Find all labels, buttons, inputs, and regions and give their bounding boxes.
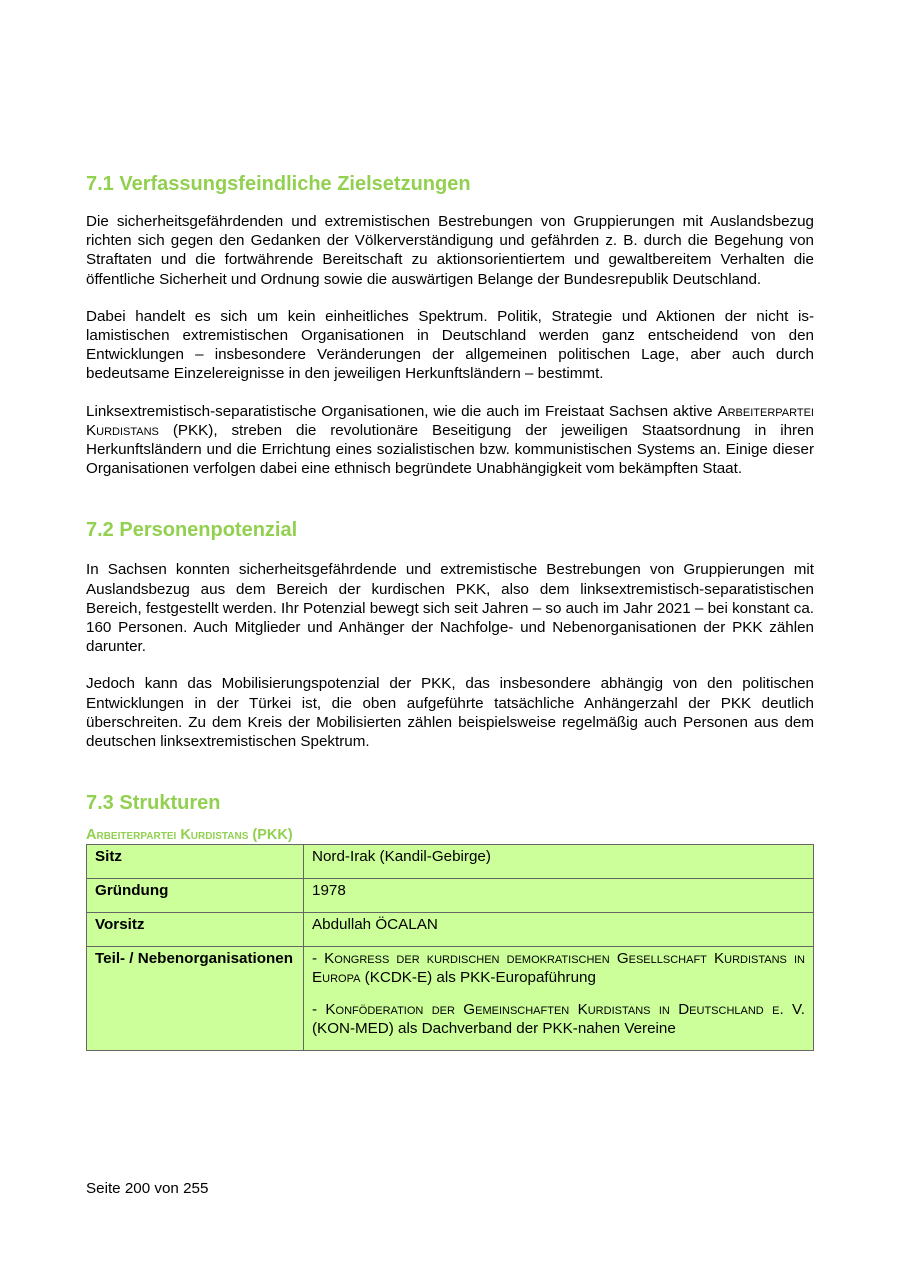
paragraph: Jedoch kann das Mobilisierungspotenzial der PKK, das insbesondere abhängig von den politischen Entwicklungen in der Türkei ist, die oben aufgeführte tatsächliche Anhängerzahl der PKK deutlich überschreiten. Zu dem Kreis der Mobilisierten zählen beispielsweise regelmäßig auch Personen aus dem deutschen linksextremistischen Spektrum. — [86, 675, 814, 751]
sub-organization-detail: (KCDK-E) als PKK-Europaführung — [360, 969, 596, 987]
table-row — [87, 913, 814, 947]
table-value — [304, 947, 814, 1051]
table-value: Abdullah ÖCALAN — [304, 913, 814, 947]
section-heading-7-1: 7.1 Verfassungsfeindliche Zielsetzungen — [86, 173, 471, 195]
sub-organization-name: - Konföderation der Gemeinschaften Kurdistans in Deutschland e. V. — [312, 1000, 805, 1018]
table-key: Gründung — [87, 879, 304, 913]
section-heading-7-2: 7.2 Personenpotenzial — [86, 519, 298, 542]
paragraph: Die sicherheitsgefährdenden und extremistischen Bestrebungen von Gruppierungen mit Auslandsbezug richten sich gegen den Gedanken der Völkerverständigung und gefährden z. B. durch die Begehung von Straftaten und die fortwährende Bereitschaft zu aktionsorientiertem und gewaltbereitem Verhalten die öffentliche Sicherheit und Ordnung sowie die auswärtigen Belange der Bundesrepublik Deutschland. — [86, 213, 814, 288]
sub-organization — [312, 949, 805, 987]
page-number: Seite 200 von 255 — [86, 1180, 209, 1197]
paragraph: In Sachsen konnten sicherheitsgefährdende und extremistische Bestrebungen von Gruppierungen mit Auslandsbezug aus dem Bereich der kurdischen PKK, also dem linksextremistisch-separatistischen Bereich, festgestellt werden. Ihr Potenzial bewegt sich seit Jahren – so auch im Jahr 2021 – bei konstant ca. 160 Personen. Auch Mitglieder und Anhänger der Nachfolge- und Nebenorganisationen der PKK zählen darunter. — [86, 561, 814, 656]
organization-facts-table — [86, 844, 814, 1051]
table-row — [87, 947, 814, 1051]
organization-name: Arbeiterpartei Kurdistans — [86, 402, 814, 439]
page-content — [86, 170, 814, 1051]
paragraph: Dabei handelt es sich um kein einheitliches Spektrum. Politik, Strategie und Aktionen der nicht islamistischen extremistischen Organisationen in Deutschland werden ganz entscheidend von den Entwicklungen – insbesondere Veränderungen der allgemeinen politischen Lage, aber auch durch bedeutsame Einzelereignisse in den jeweiligen Herkunftsländern – bestimmt. — [86, 307, 814, 383]
paragraph-text: (PKK), streben die revolutionäre Beseitigung der jeweiligen Staatsordnung in ihren Herkunftsländern und die Errichtung eines sozialistischen bzw. kommunistischen Systems an. Einige dieser Organisationen verfolgen dabei eine ethnisch begründete Unabhängigkeit vom bekämpften Staat. — [86, 421, 814, 478]
table-value: 1978 — [304, 879, 814, 913]
paragraph-text: Linksextremistisch-separatistische Organisationen, wie die auch im Freistaat Sachsen aktive — [86, 402, 718, 420]
table-key: Sitz — [87, 845, 304, 879]
section-heading-7-3: 7.3 Strukturen — [86, 792, 221, 815]
table-value: Nord-Irak (Kandil-Gebirge) — [304, 845, 814, 879]
table-row — [87, 879, 814, 913]
table-caption: Arbeiterpartei Kurdistans (PKK) — [86, 827, 293, 844]
table-key: Vorsitz — [87, 913, 304, 947]
table-key: Teil- / Nebenorganisationen — [87, 947, 304, 1051]
table-row — [87, 845, 814, 879]
sub-organization — [312, 1000, 805, 1038]
sub-organization-detail: (KON-MED) als Dachverband der PKK-nahen Vereine — [312, 1019, 676, 1037]
sub-organization-name: - Kongress der kurdischen demokratischen Gesellschaft Kurdistans in Europa — [312, 950, 805, 987]
paragraph — [86, 402, 814, 479]
